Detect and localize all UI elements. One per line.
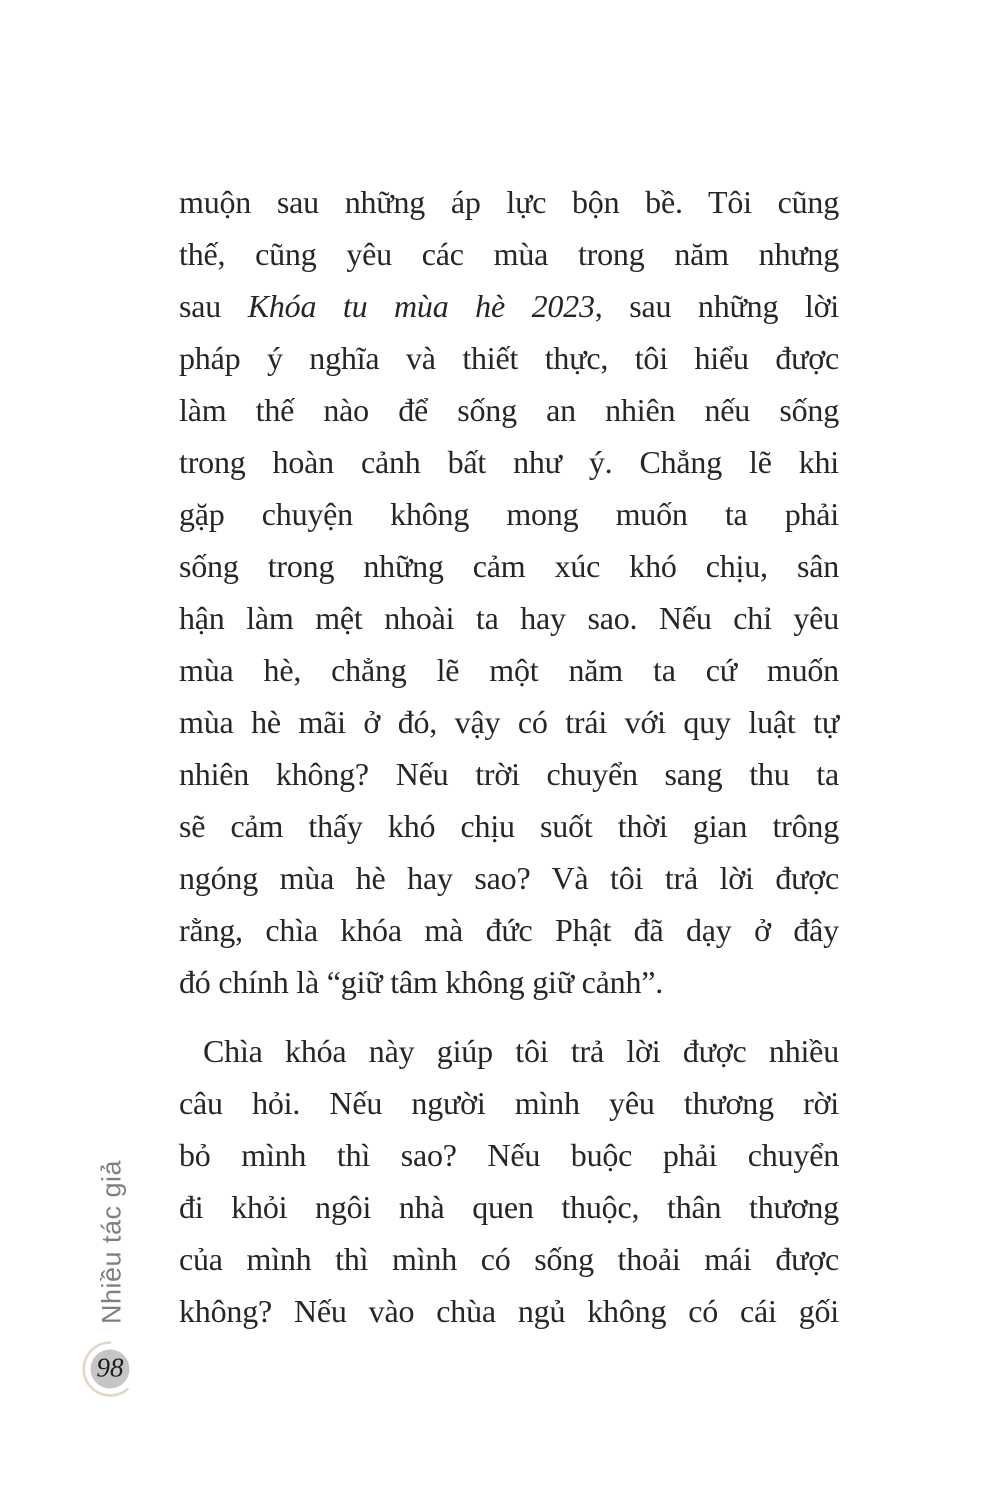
body-text-segment: sẽ cảm thấy khó chịu suốt thời gian trông — [179, 808, 839, 844]
page-number-badge — [76, 1334, 148, 1406]
body-text-segment: của mình thì mình có sống thoải mái được — [179, 1241, 839, 1277]
text-line — [179, 1129, 839, 1181]
body-text-segment: , sau những lời — [594, 288, 840, 324]
text-line — [179, 384, 839, 436]
body-text-segment: rằng, chìa khóa mà đức Phật đã dạy ở đây — [179, 912, 839, 948]
text-line — [179, 228, 839, 280]
text-line — [179, 488, 839, 540]
body-text-segment: hận làm mệt nhoài ta hay sao. Nếu chỉ yêu — [179, 600, 839, 636]
text-line — [179, 1025, 839, 1077]
body-text-segment: gặp chuyện không mong muốn ta phải — [179, 496, 839, 532]
text-line — [179, 800, 839, 852]
body-text-segment: trong hoàn cảnh bất như ý. Chẳng lẽ khi — [179, 444, 839, 480]
text-line — [179, 904, 839, 956]
text-line — [179, 1181, 839, 1233]
body-text-segment: không? Nếu vào chùa ngủ không có cái gối — [179, 1293, 839, 1329]
text-line — [179, 540, 839, 592]
text-line — [179, 852, 839, 904]
author-vertical-label: Nhiều tác giả — [96, 1159, 127, 1325]
body-text-segment: đi khỏi ngôi nhà quen thuộc, thân thương — [179, 1189, 839, 1225]
body-text-segment: câu hỏi. Nếu người mình yêu thương rời — [179, 1085, 839, 1121]
page-number: 98 — [96, 1352, 124, 1383]
body-text-segment: sau — [179, 288, 248, 324]
text-line — [179, 1285, 839, 1337]
text-line — [179, 956, 839, 1008]
body-text-segment: nhiên không? Nếu trời chuyển sang thu ta — [179, 756, 839, 792]
text-line — [179, 644, 839, 696]
body-text-segment: pháp ý nghĩa và thiết thực, tôi hiểu được — [179, 340, 839, 376]
body-text-segment: mùa hè mãi ở đó, vậy có trái với quy luật tự — [179, 704, 839, 740]
paragraph — [179, 176, 839, 1008]
body-text-segment: ngóng mùa hè hay sao? Và tôi trả lời được — [179, 860, 839, 896]
text-line — [179, 1233, 839, 1285]
body-text — [179, 176, 839, 1337]
body-text-segment: làm thế nào để sống an nhiên nếu sống — [179, 392, 839, 428]
text-line — [179, 280, 839, 332]
paragraph — [179, 1025, 839, 1337]
body-text-segment: đó chính là “giữ tâm không giữ cảnh”. — [179, 964, 664, 1000]
body-text-segment: muộn sau những áp lực bộn bề. Tôi cũng — [179, 184, 839, 220]
italic-text: Khóa tu mùa hè 2023 — [247, 288, 595, 324]
body-text-segment: sống trong những cảm xúc khó chịu, sân — [179, 548, 839, 584]
text-line — [179, 436, 839, 488]
text-line — [179, 176, 839, 228]
text-line — [179, 592, 839, 644]
body-text-segment: mùa hè, chẳng lẽ một năm ta cứ muốn — [179, 652, 839, 688]
body-text-segment: Chìa khóa này giúp tôi trả lời được nhiều — [203, 1033, 839, 1069]
text-line — [179, 332, 839, 384]
body-text-segment: thế, cũng yêu các mùa trong năm nhưng — [179, 236, 839, 272]
text-line — [179, 748, 839, 800]
body-text-segment: bỏ mình thì sao? Nếu buộc phải chuyển — [179, 1137, 839, 1173]
text-line — [179, 696, 839, 748]
text-line — [179, 1077, 839, 1129]
